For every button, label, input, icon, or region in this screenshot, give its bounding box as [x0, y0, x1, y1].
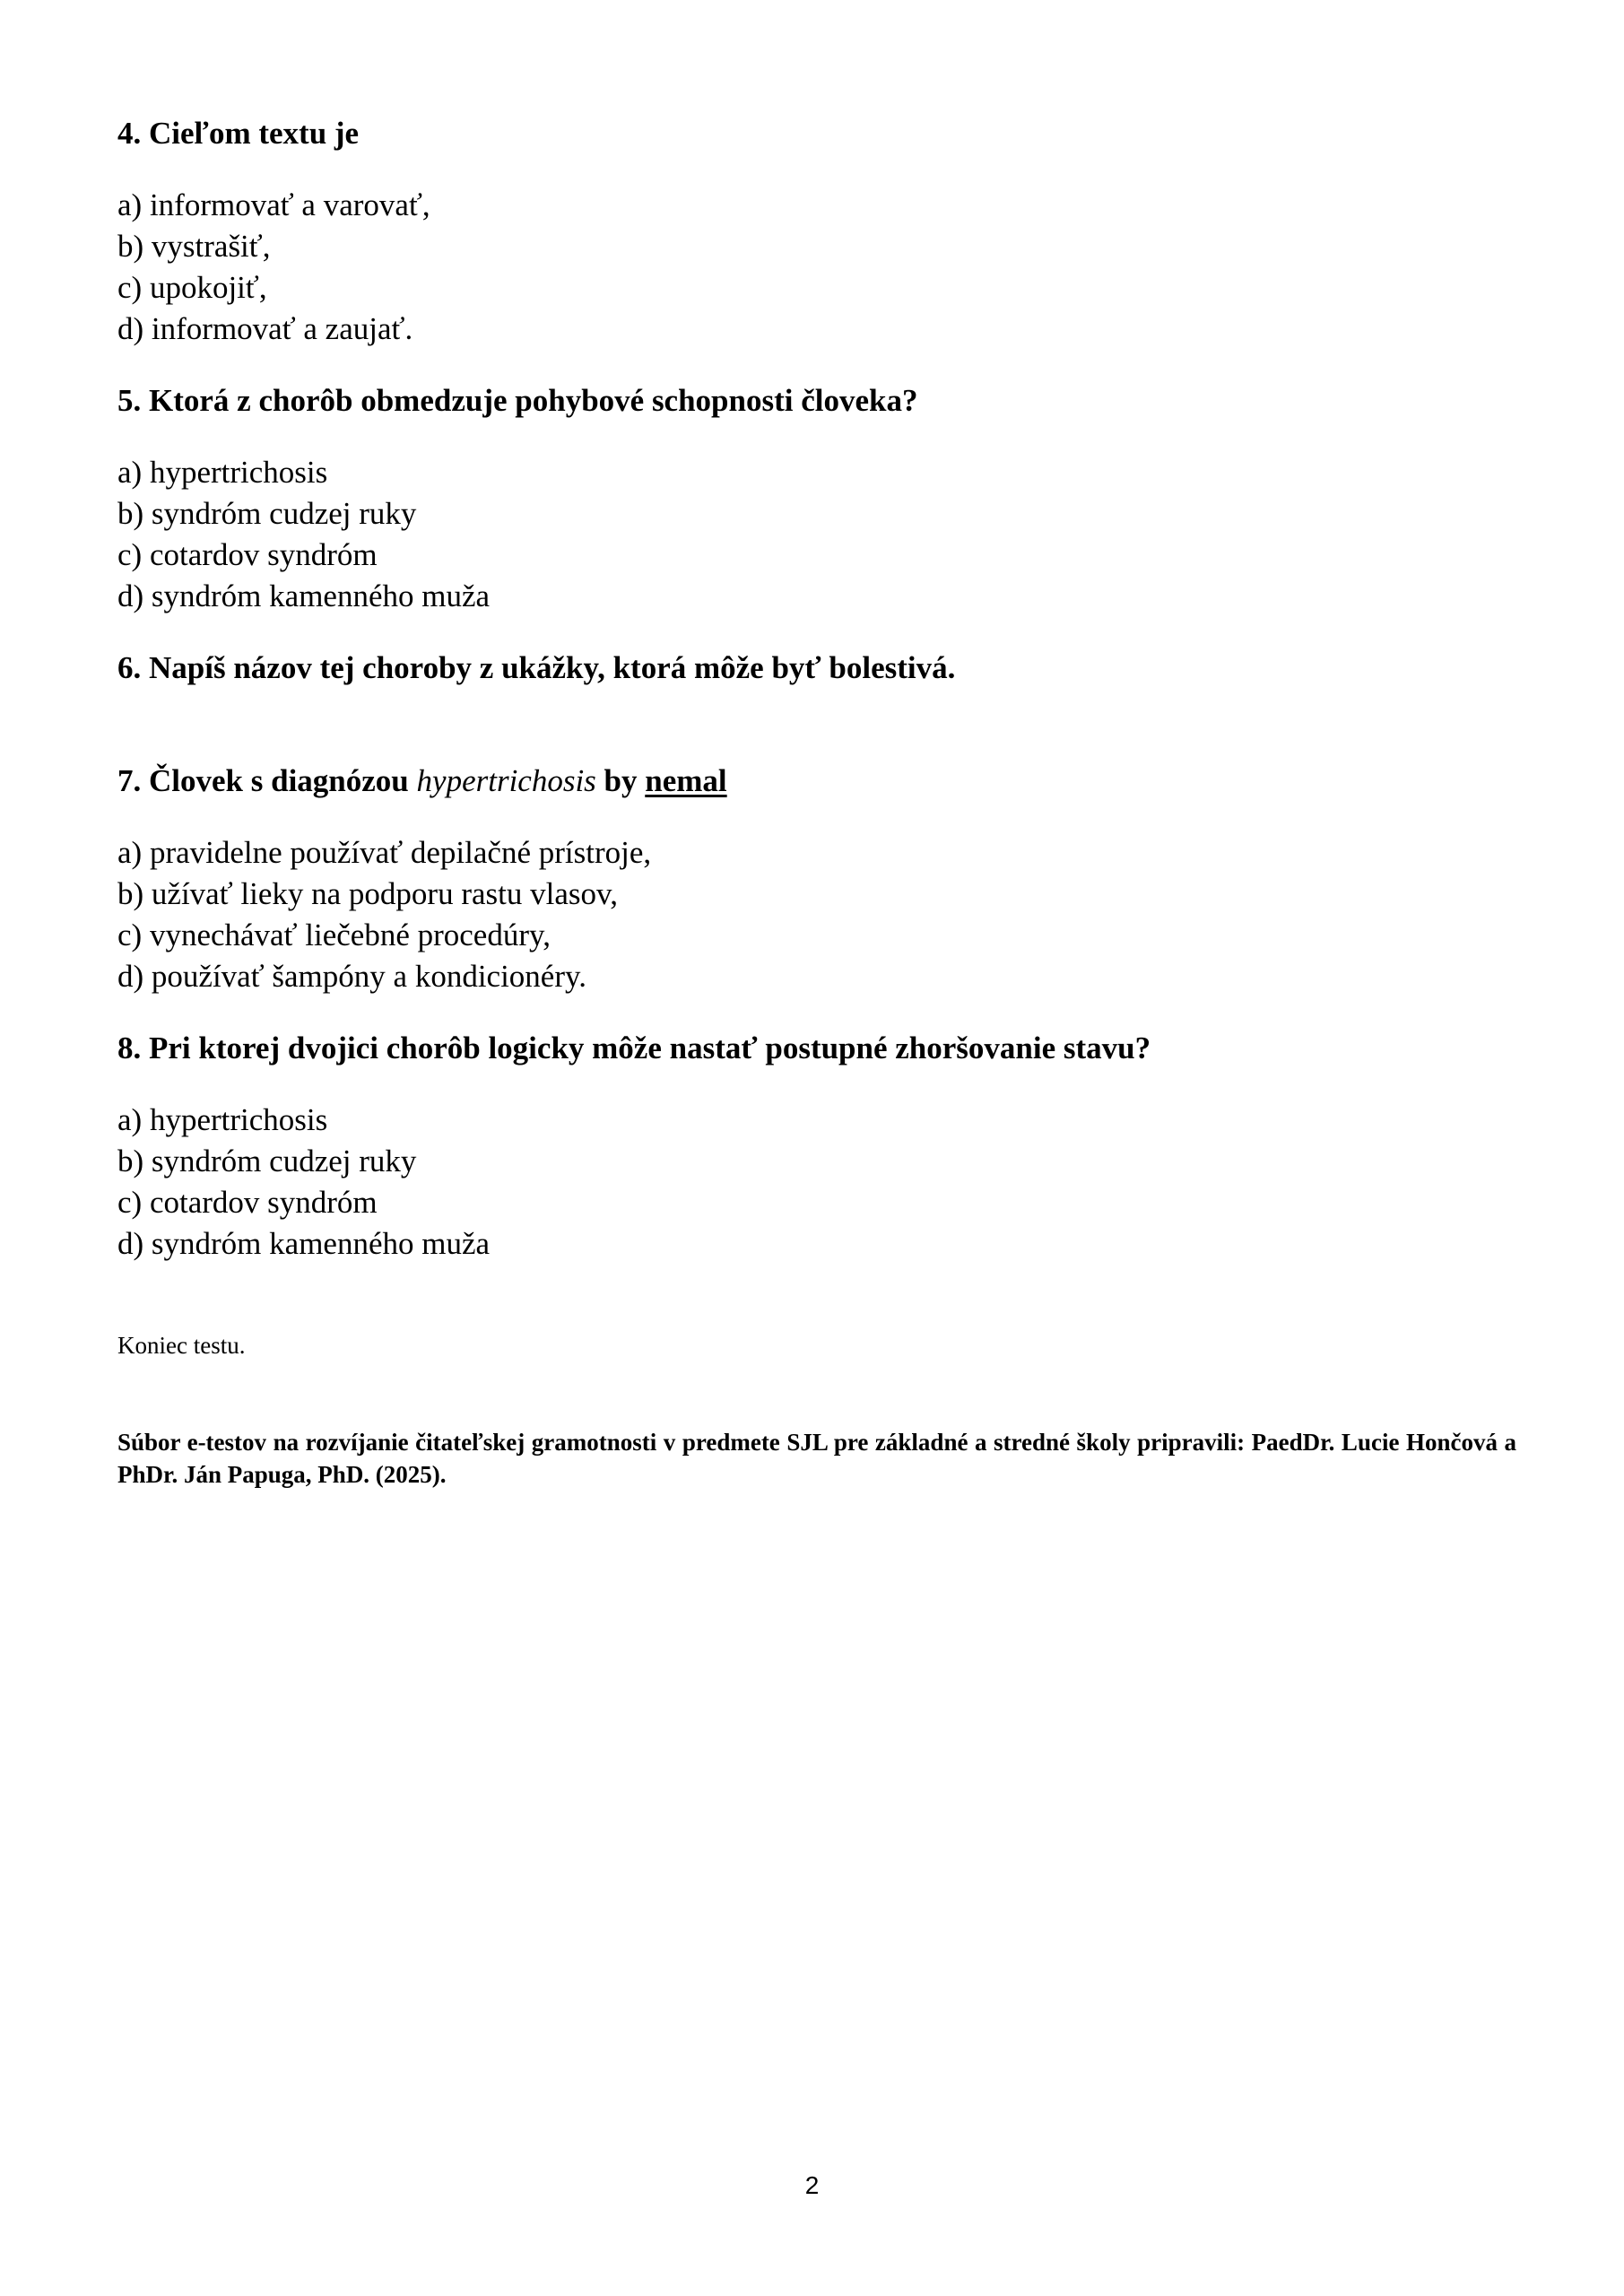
page-content	[117, 113, 1516, 1491]
question-6-title: 6. Napíš názov tej choroby z ukážky, ktorá môže byť bolestivá.	[117, 650, 956, 685]
question-8-option-b: b) syndróm cudzej ruky	[117, 1144, 417, 1178]
question-4-option-c: c) upokojiť,	[117, 270, 267, 305]
question-5-option-d: d) syndróm kamenného muža	[117, 578, 491, 613]
question-7-title-prefix: 7. Človek s diagnózou	[117, 763, 417, 798]
question-7-option-c: c) vynechávať liečebné procedúry,	[117, 918, 551, 952]
question-8-option-c: c) cotardov syndróm	[117, 1185, 378, 1220]
question-5-option-a: a) hypertrichosis	[117, 455, 328, 490]
question-5-title: 5. Ktorá z chorôb obmedzuje pohybové schopnosti človeka?	[117, 383, 918, 418]
question-5	[117, 380, 1516, 617]
page-number: 2	[804, 2171, 820, 2199]
question-7-options	[117, 832, 1516, 997]
closing-text: Koniec testu.	[117, 1332, 246, 1359]
question-4	[117, 113, 1516, 350]
question-4-title: 4. Cieľom textu je	[117, 116, 360, 151]
question-8-option-a: a) hypertrichosis	[117, 1102, 328, 1137]
question-6	[117, 648, 1516, 689]
question-8-options	[117, 1100, 1516, 1265]
question-7-option-a: a) pravidelne používať depilačné prístroje,	[117, 835, 652, 870]
question-8-title: 8. Pri ktorej dvojici chorôb logicky môže nastať postupné zhoršovanie stavu?	[117, 1031, 1151, 1065]
question-5-option-c: c) cotardov syndróm	[117, 537, 378, 572]
question-5-options	[117, 452, 1516, 617]
question-7-title-underlined: nemal	[645, 763, 727, 798]
question-8	[117, 1028, 1516, 1265]
credits-text: Súbor e-testov na rozvíjanie čitateľskej gramotnosti v predmete SJL pre základné a stredné školy pripravili: PaedDr. Lucie Hončová a PhDr. Ján Papuga, PhD. (2025).	[117, 1429, 1516, 1488]
question-8-option-d: d) syndróm kamenného muža	[117, 1226, 491, 1261]
question-7-title-italic: hypertrichosis	[416, 763, 596, 798]
question-7	[117, 761, 1516, 997]
question-7-option-d: d) používať šampóny a kondicionéry.	[117, 959, 586, 994]
question-7-title	[117, 761, 1516, 802]
question-4-option-d: d) informovať a zaujať.	[117, 311, 413, 346]
question-4-option-a: a) informovať a varovať,	[117, 187, 430, 222]
question-5-option-b: b) syndróm cudzej ruky	[117, 496, 417, 531]
question-7-title-middle: by	[595, 763, 646, 798]
question-4-option-b: b) vystrašiť,	[117, 229, 271, 264]
question-4-options	[117, 185, 1516, 350]
question-7-option-b: b) užívať lieky na podporu rastu vlasov,	[117, 876, 618, 911]
